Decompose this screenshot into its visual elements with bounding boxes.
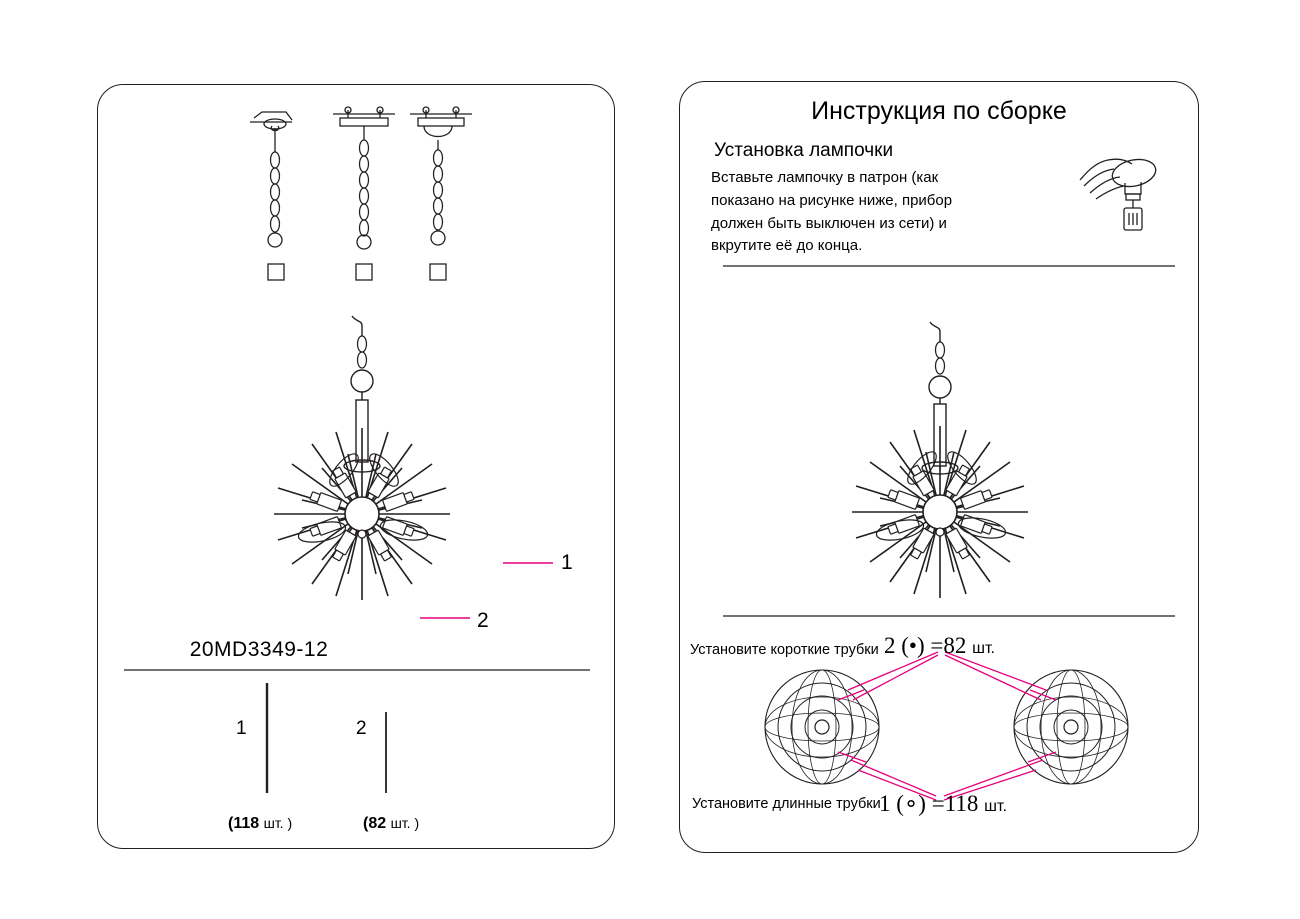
long-tube-equation <box>879 790 1007 819</box>
long-tube-instruction-label: Установите длинные трубки <box>692 796 881 812</box>
bulb-section-paragraph: Вставьте лампочку в патрон (как показано на рисунке ниже, прибор должен быть выключен из сети) и вкрутите её до конца. <box>711 169 953 255</box>
short-tube-instruction-label: Установите короткие трубки <box>690 642 879 658</box>
short-tube-unit: шт. <box>972 640 995 657</box>
legend-quantity-1-unit: шт. ) <box>263 815 293 831</box>
legend-quantity-2-value: (82 <box>363 815 387 832</box>
legend-quantity-1-value: (118 <box>228 815 260 832</box>
short-tube-equation <box>884 632 995 661</box>
legend-quantity-2-unit: шт. ) <box>390 815 420 831</box>
long-tube-number: 1 <box>879 791 891 816</box>
legend-quantity-1 <box>228 814 292 834</box>
instruction-title: Инструкция по сборке <box>811 97 1067 125</box>
bulb-section-heading: Установка лампочки <box>714 140 894 161</box>
legend-number-1: 1 <box>236 718 247 739</box>
long-tube-unit: шт. <box>984 798 1007 815</box>
legend-number-2: 2 <box>356 718 367 739</box>
long-tube-count: =118 <box>931 791 979 816</box>
short-tube-count: =82 <box>930 633 967 658</box>
long-tube-dot: (∘) <box>896 791 926 816</box>
short-tube-number: 2 <box>884 633 896 658</box>
short-tube-dot: (•) <box>901 633 925 658</box>
callout-label-2: 2 <box>477 609 489 632</box>
callout-label-1: 1 <box>561 551 573 574</box>
legend-quantity-2 <box>363 814 419 834</box>
model-number-label: 20MD3349-12 <box>189 638 329 661</box>
